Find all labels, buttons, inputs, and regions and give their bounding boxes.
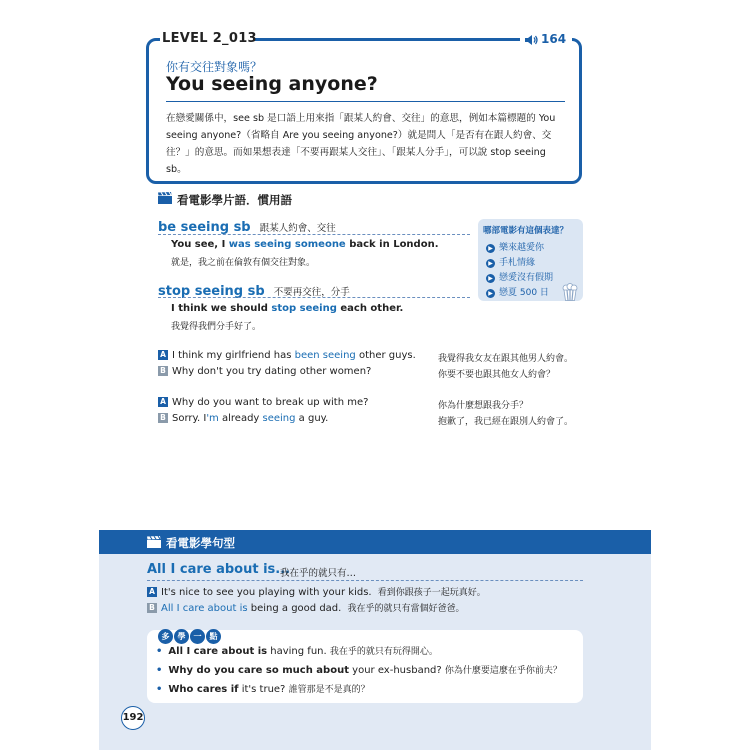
dialogue-line-b-zh: 抱歉了，我已經在跟別人約會了。: [438, 417, 574, 427]
phrase-example-en: I think we should stop seeing each other.: [171, 303, 404, 314]
speaker-a-badge: A: [158, 350, 168, 360]
phrase-divider: [158, 297, 470, 298]
speaker-b-badge: B: [158, 366, 168, 376]
phrase-text: stop seeing sb: [158, 284, 265, 299]
movie-item: ▶ 手札情緣: [486, 255, 535, 268]
page-number: 192: [121, 706, 145, 730]
dialogue-line-b: B Sorry. I'm already seeing a guy.: [158, 413, 328, 424]
speaker-a-badge: A: [158, 397, 168, 407]
phrase-divider: [158, 234, 470, 235]
dialogue-line-b-zh: 你要不要也跟其他女人約會？: [438, 370, 556, 380]
phrase-meaning: 不要再交往，分手: [273, 287, 350, 298]
play-arrow-icon: ▶: [486, 274, 495, 283]
movie-item: ▶ 戀愛沒有假期: [486, 270, 553, 283]
dialogue-line-a: A Why do you want to break up with me?: [158, 397, 368, 408]
pattern-text: All I care about is...: [147, 562, 291, 577]
clapperboard-icon: [147, 536, 161, 548]
description-text: 在戀愛關係中，see sb 是口語上用來指「跟某人約會、交往」的意思，例如本篇標題的 You seeing anyone?（省略自 Are you seeing anyone?）就是問人「是否有在跟人約會、交往？」的意思。而如果想表達「不要再跟某人交往」、「跟某人分手」，可以說 stop seeing sb。: [166, 113, 556, 175]
section-title-phrases: 看電影學片語．慣用語: [177, 193, 292, 207]
tips-tag: 多 學 一 點: [158, 624, 222, 640]
movie-item: ▶ 戀夏 500 日: [486, 285, 549, 298]
movie-box-title: 哪部電影有這個表達？: [483, 226, 569, 236]
phrase-example-zh: 我覺得我們分手好了。: [171, 322, 262, 332]
speaker-b-badge: B: [147, 603, 157, 613]
movie-item: ▶ 樂來越愛你: [486, 240, 544, 253]
dialogue-line-b: B Why don't you try dating other women?: [158, 366, 371, 377]
phrase-heading: [158, 216, 336, 235]
title-english: You seeing anyone?: [166, 73, 378, 95]
pattern-example-b: B All I care about is being a good dad. 我在乎的就只有當個好爸爸。: [147, 601, 465, 614]
dialogue-line-a-zh: 我覺得我女友在跟其他男人約會。: [438, 354, 574, 364]
speaker-b-badge: B: [158, 413, 168, 423]
tip-item: • All I care about is having fun. 我在乎的就只有玩得開心。: [156, 646, 438, 657]
popcorn-icon: [562, 283, 578, 301]
play-arrow-icon: ▶: [486, 259, 495, 268]
speaker-a-badge: A: [147, 587, 157, 597]
track-number: 164: [541, 32, 567, 46]
dialogue-line-a-zh: 你為什麼想跟我分手？: [438, 401, 529, 411]
phrase-meaning: 跟某人約會、交往: [259, 223, 336, 234]
clapperboard-icon: [158, 192, 172, 204]
play-arrow-icon: ▶: [486, 289, 495, 298]
dialogue-line-a: A I think my girlfriend has been seeing other guys.: [158, 350, 416, 361]
pattern-example-a: A It's nice to see you playing with your kids. 看到你跟孩子一起玩真好。: [147, 585, 486, 598]
play-arrow-icon: ▶: [486, 244, 495, 253]
section-title-patterns: 看電影學句型: [166, 536, 235, 550]
phrase-example-zh: 就是，我之前在倫敦有個交往對象。: [171, 258, 316, 268]
phrase-text: be seeing sb: [158, 220, 251, 235]
tip-item: • Who cares if it's true? 誰管那是不是真的？: [156, 684, 370, 695]
level-label: LEVEL 2_013: [162, 31, 257, 46]
title-chinese: 你有交往對象嗎？: [166, 60, 263, 74]
title-divider: [166, 101, 565, 102]
tip-item: • Why do you care so much about your ex-husband? 你為什麼要這麼在乎你前夫？: [156, 665, 562, 676]
pattern-divider: [147, 580, 583, 581]
speaker-icon[interactable]: [524, 34, 538, 46]
pattern-meaning: 我在乎的就只有…: [280, 568, 357, 579]
phrase-example-en: You see, I was seeing someone back in London.: [171, 239, 439, 250]
